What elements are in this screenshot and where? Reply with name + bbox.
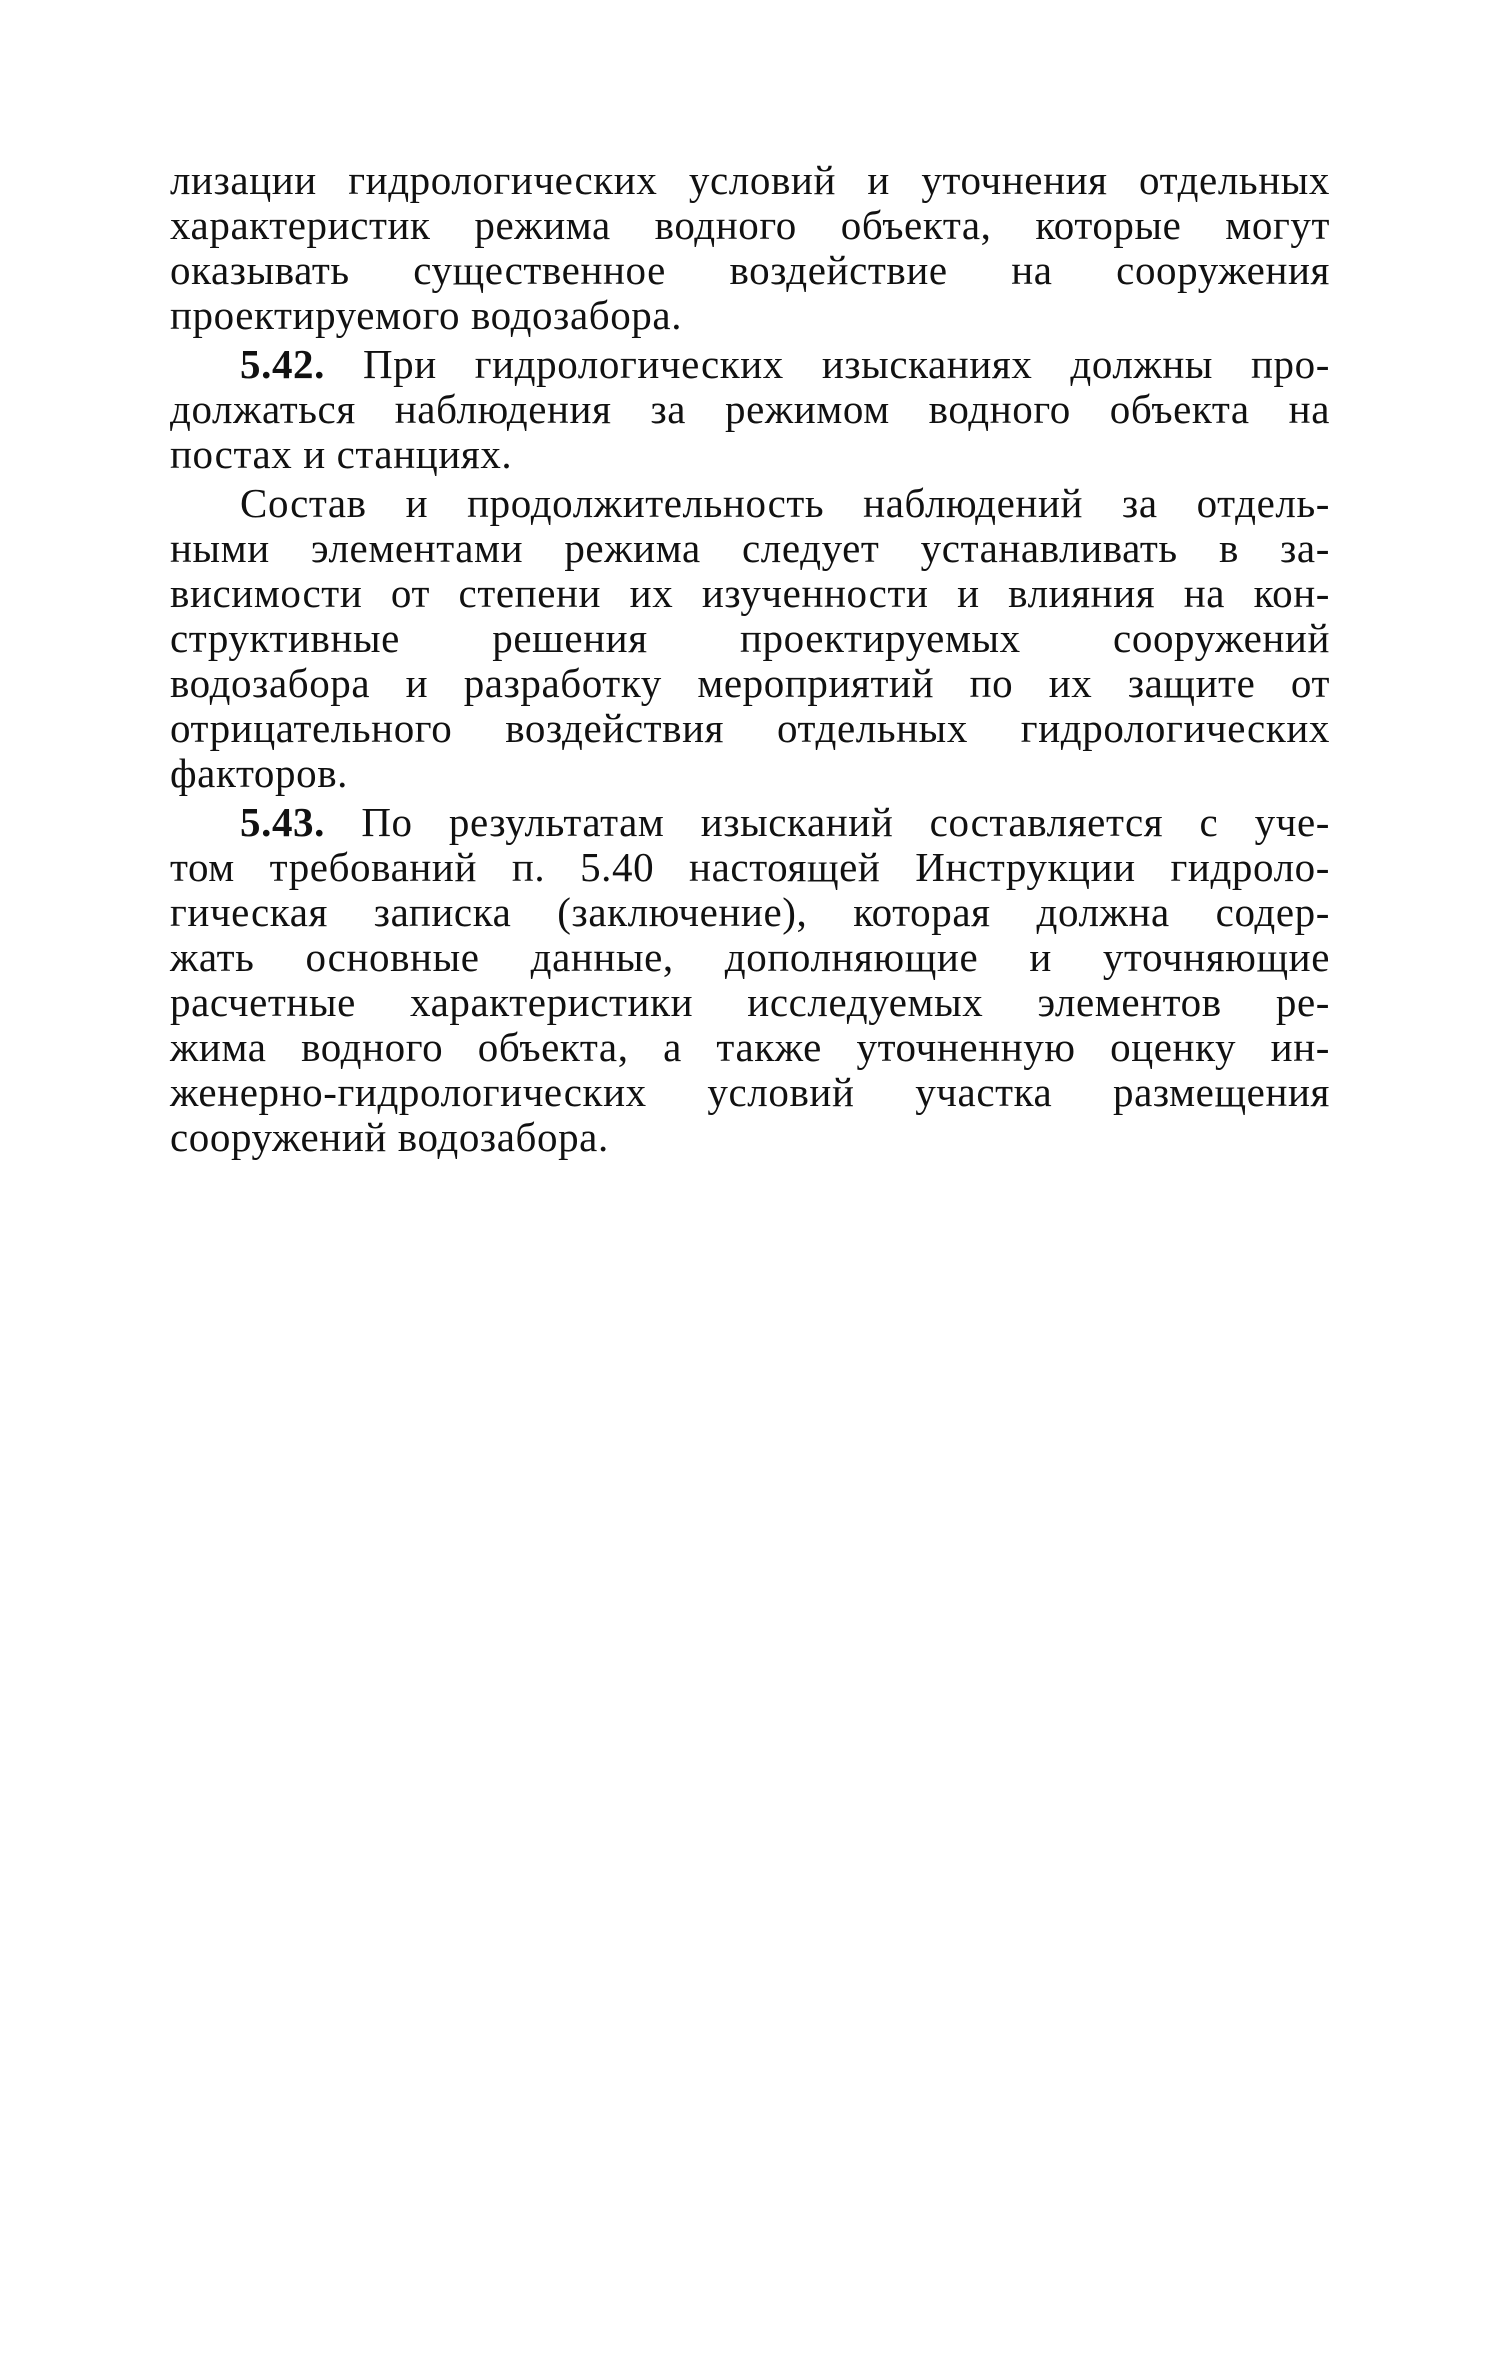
document-body <box>170 158 1330 1160</box>
section-5-43-line-2: том требований п. 5.40 настоящей Инструкции гидроло- <box>170 844 1330 890</box>
paragraph-1-line-4: проектируемого водозабора. <box>170 292 683 338</box>
paragraph-3-line-7: факторов. <box>170 750 349 796</box>
paragraph-3-line-4: структивные решения проектируемых сооружений <box>170 615 1330 661</box>
section-5-43-line-5: расчетные характеристики исследуемых элементов ре- <box>170 979 1330 1025</box>
section-5-43-line-1-text: По результатам изысканий составляется с уче- <box>361 799 1330 845</box>
paragraph-3-line-1: Состав и продолжительность наблюдений за отдель- <box>240 480 1330 526</box>
paragraph-3-line-5: водозабора и разработку мероприятий по их защите от <box>170 660 1330 706</box>
section-5-43-line-8: сооружений водозабора. <box>170 1114 609 1160</box>
section-5-43-line-4: жать основные данные, дополняющие и уточняющие <box>170 934 1330 980</box>
paragraph-1-line-1: лизации гидрологических условий и уточнения отдельных <box>170 157 1330 203</box>
section-5-42-line-3: постах и станциях. <box>170 431 513 477</box>
section-5-42-line-1-text: При гидрологических изысканиях должны про- <box>362 341 1330 387</box>
paragraph-3-line-3: висимости от степени их изученности и влияния на кон- <box>170 570 1330 616</box>
paragraph-1-line-2: характеристик режима водного объекта, которые могут <box>170 202 1330 248</box>
section-5-43-line-3: гическая записка (заключение), которая должна содер- <box>170 889 1330 935</box>
paragraph-3-line-2: ными элементами режима следует устанавливать в за- <box>170 525 1330 571</box>
section-5-43-line-6: жима водного объекта, а также уточненную оценку ин- <box>170 1024 1330 1070</box>
section-5-42-line-2: должаться наблюдения за режимом водного объекта на <box>170 386 1330 432</box>
section-5-43-line-1 <box>170 800 1330 845</box>
section-5-43-number: 5.43. <box>240 799 325 845</box>
paragraph-3-line-6: отрицательного воздействия отдельных гидрологических <box>170 705 1330 751</box>
section-5-42-line-1 <box>170 342 1330 387</box>
paragraph-1-line-3: оказывать существенное воздействие на сооружения <box>170 247 1330 293</box>
section-5-42-number: 5.42. <box>240 341 325 387</box>
section-5-43-line-7: женерно-гидрологических условий участка размещения <box>170 1069 1330 1115</box>
